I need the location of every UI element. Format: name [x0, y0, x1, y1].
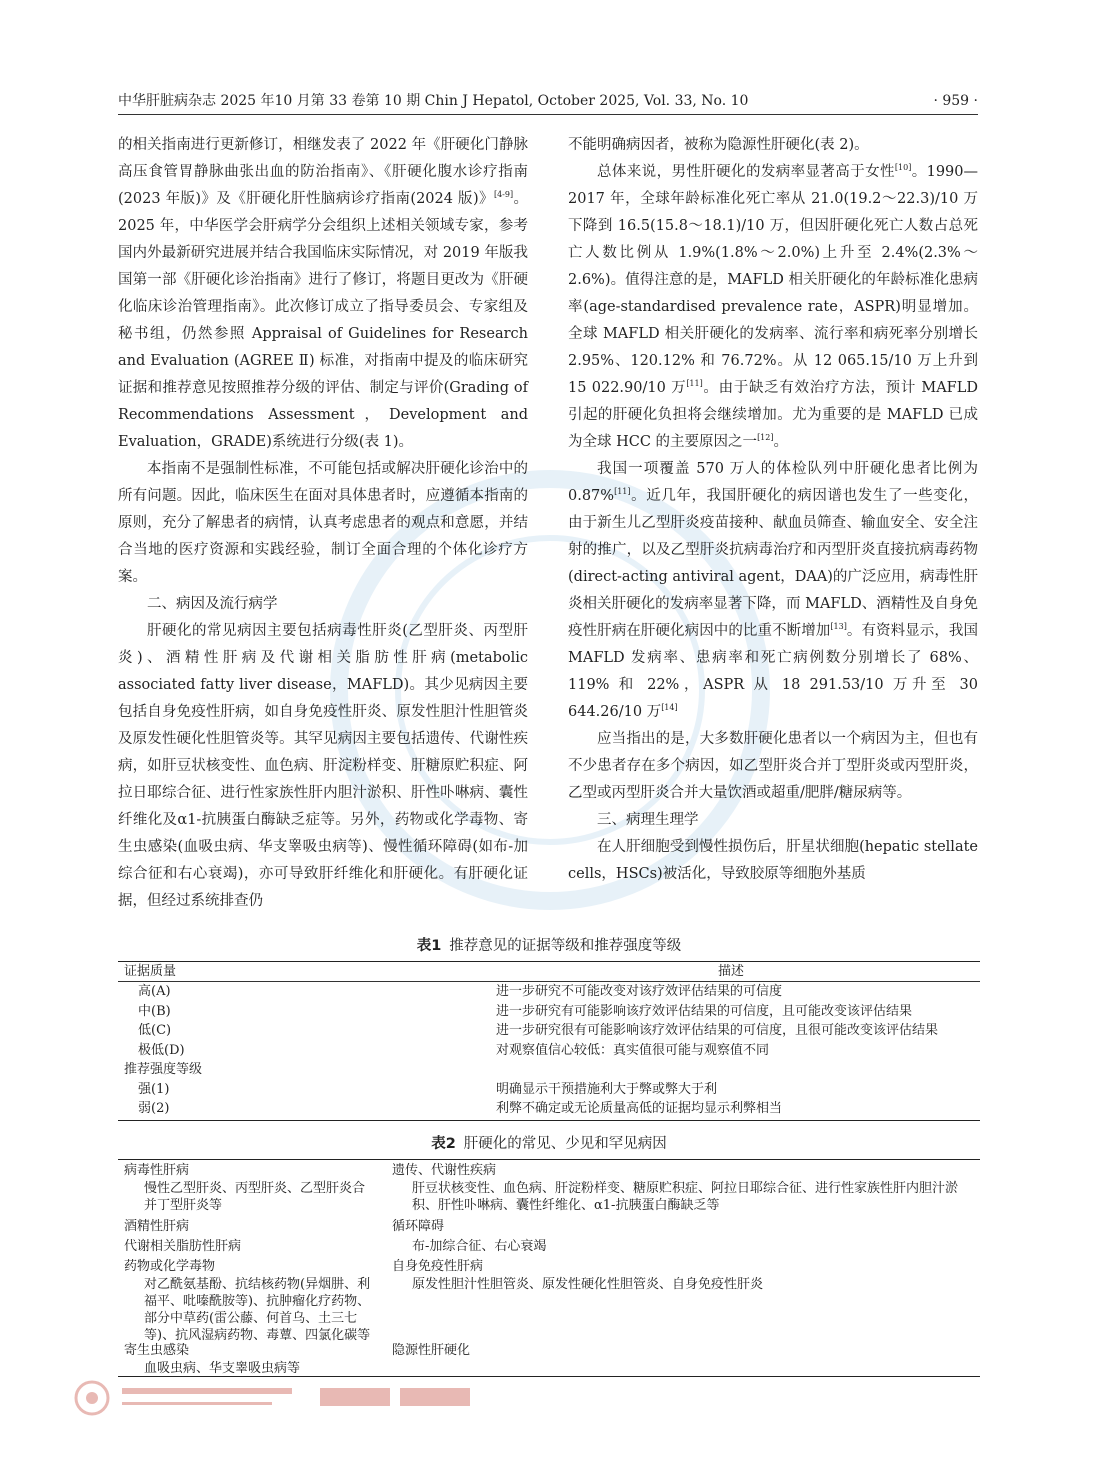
paragraph: 我国一项覆盖 570 万人的体检队列中肝硬化患者比例为 0.87%[11]。近几年，我国肝硬化的病因谱也发生了一些变化，由于新生儿乙型肝炎疫苗接种、献血员筛查、输血安全、安全注射的推广，以及乙型肝炎抗病毒治疗和丙型肝炎直接抗病毒药物(direct-acting antiviral agent，DAA)的广泛应用，病毒性肝炎相关肝硬化的发病率显著下降，而 MAFLD、酒精性及自身免疫性肝病在肝硬化病因中的比重不断增加[13]。有资料显示，我国 MAFLD 发病率、患病率和死亡病例数分别增长了 68%、119% 和 22%，ASPR 从 18 291.53/10 万升至 30 644.26/10 万[14]: [568, 461, 979, 720]
header-rule: [118, 114, 978, 115]
page-number: · 959 ·: [933, 93, 978, 109]
table-cell: 利弊不确定或无论质量高低的证据均显示利弊相当: [496, 1101, 783, 1116]
table-row: [118, 1021, 980, 1041]
right-text-column: [568, 132, 978, 888]
table2-cell: 慢性乙型肝炎、丙型肝炎、乙型肝炎合并丁型肝炎等: [144, 1181, 366, 1213]
table2-cell: 对乙酰氨基酚、抗结核药物(异烟肼、利福平、吡嗪酰胺等)、抗肿瘤化疗药物、部分中草药(雷公藤、何首乌、土三七等)、抗风湿病药物、毒蕈、四氯化碳等: [144, 1277, 371, 1343]
table2-label: 表2: [431, 1136, 456, 1152]
citation-ref: [12]: [757, 433, 774, 443]
left-text-column: [118, 132, 528, 915]
paragraph: 的相关指南进行更新修订，相继发表了 2022 年《肝硬化门静脉高压食管胃静脉曲张出血的防治指南》、《肝硬化腹水诊疗指南(2023 年版)》及《肝硬化肝性脑病诊疗指南(2024 版)》[4-9]。2025 年，中华医学会肝病学分会组织上述相关领域专家，参考国内外最新研究进展并结合我国临床实际情况，对 2019 年版我国第一部《肝硬化诊治指南》进行了修订，将题目更改为《肝硬化临床诊治管理指南》。此次修订成立了指导委员会、专家组及秘书组，仍然参照 Appraisal of Guidelines for Research and Evaluation (AGREE Ⅱ) 标准，对指南中提及的临床研究证据和推荐意见按照推荐分级的评估、制定与评价(Grading of Recommendations Assessment，Development and Evaluation，GRADE)系统进行分级(表 1)。: [118, 137, 529, 450]
table2-cell: 原发性胆汁性胆管炎、原发性硬化性胆管炎、自身免疫性肝炎: [412, 1277, 764, 1292]
paragraph: 肝硬化的常见病因主要包括病毒性肝炎(乙型肝炎、丙型肝炎)、酒精性肝病及代谢相关脂肪性肝病(metabolic associated fatty liver disease，MAFLD)。其少见病因主要包括自身免疫性肝病，如自身免疫性肝炎、原发性胆汁性胆管炎及原发性硬化性胆管炎等。其罕见病因主要包括遗传、代谢性疾病，如肝豆状核变性、血色病、肝淀粉样变、肝糖原贮积症、阿拉日耶综合征、进行性家族性肝内胆汁淤积、肝性卟啉病、囊性纤维化及α1-抗胰蛋白酶缺乏症等。另外，药物或化学毒物、寄生虫感染(血吸虫病、华支睾吸虫病等)、慢性循环障碍(如布-加综合征和右心衰竭)，亦可导致肝纤维化和肝硬化。有肝硬化证据，但经过系统排查仍: [118, 623, 528, 909]
table2-top-rule: [118, 1159, 980, 1160]
table2-cell: 自身免疫性肝病: [392, 1259, 484, 1274]
table-cell: 强(1): [138, 1081, 170, 1097]
table2-cell: 隐源性肝硬化: [392, 1343, 471, 1358]
table-row: [118, 1060, 980, 1080]
table-row: [118, 1080, 980, 1100]
table-cell: 极低(D): [138, 1042, 185, 1058]
table2-cell: 肝豆状核变性、血色病、肝淀粉样变、糖原贮积症、阿拉日耶综合征、进行性家族性肝内胆汁淤积、肝性卟啉病、囊性纤维化、α1-抗胰蛋白酶缺乏等: [412, 1181, 959, 1213]
table2-cell: 血吸虫病、华支睾吸虫病等: [144, 1361, 301, 1376]
table-row: [118, 1041, 980, 1061]
table-cell: 推荐强度等级: [124, 1062, 203, 1077]
table1-title: 推荐意见的证据等级和推荐强度等级: [449, 938, 682, 954]
table-row: [118, 982, 980, 1002]
table1-body: [118, 982, 980, 1119]
section-heading: 二、病因及流行病学: [147, 596, 278, 612]
running-header: [118, 90, 978, 112]
table-cell: 进一步研究有可能影响该疗效评估结果的可信度，且可能改变该评估结果: [496, 1003, 913, 1019]
citation-ref: [11]: [686, 379, 703, 389]
paragraph: 本指南不是强制性标准，不可能包括或解决肝硬化诊治中的所有问题。因此，临床医生在面对具体患者时，应遵循本指南的原则，充分了解患者的病情，认真考虑患者的观点和意愿，并结合当地的医疗资源和实践经验，制订全面合理的个体化诊疗方案。: [118, 461, 528, 585]
table-cell: 高(A): [138, 984, 171, 999]
citation-ref: [11]: [614, 487, 631, 497]
table-cell: 对观察值信心较低：真实值很可能与观察值不同: [496, 1042, 770, 1058]
table1-label: 表1: [416, 938, 442, 954]
table1-caption: [118, 936, 980, 956]
table-cell: 弱(2): [138, 1101, 170, 1116]
table2-caption: [118, 1134, 980, 1154]
table2-title: 肝硬化的常见、少见和罕见病因: [463, 1136, 667, 1152]
citation-ref: [4-9]: [493, 190, 514, 200]
table-cell: 进一步研究不可能改变对该疗效评估结果的可信度: [496, 984, 783, 999]
table2-bottom-rule: [118, 1376, 980, 1377]
citation-ref: [10]: [894, 163, 912, 173]
table-cell: 明确显示干预措施利大于弊或弊大于利: [496, 1081, 718, 1097]
citation-ref: [13]: [830, 622, 847, 632]
table2-cell: 遗传、代谢性疾病: [392, 1163, 497, 1178]
paragraph: 应当指出的是，大多数肝硬化患者以一个病因为主，但也有不少患者存在多个病因，如乙型肝炎合并丁型肝炎或丙型肝炎，乙型或丙型肝炎合并大量饮酒或超重/肥胖/糖尿病等。: [568, 731, 978, 801]
table1-header-cell: 证据质量: [124, 964, 177, 979]
journal-citation: 中华肝脏病杂志 2025 年10 月第 33 卷第 10 期 Chin J Hepatol, October 2025, Vol. 33, No. 10: [118, 93, 749, 109]
table2-cell: 寄生虫感染: [124, 1343, 190, 1358]
paragraph: 不能明确病因者，被称为隐源性肝硬化(表 2)。: [568, 137, 869, 153]
paragraph: 总体来说，男性肝硬化的发病率显著高于女性[10]。1990—2017 年，全球年龄标准化死亡率从 21.0(19.2～22.3)/10 万下降到 16.5(15.8～18.1)/10 万，但因肝硬化死亡人数占总死亡人数比例从 1.9%(1.8%～2.0%)上升至 2.4%(2.3%～2.6%)。值得注意的是，MAFLD 相关肝硬化的年龄标准化患病率(age-standardised prevalence rate，ASPR)明显增加。全球 MAFLD 相关肝硬化的发病率、流行率和病死率分别增长 2.95%、120.12% 和 76.72%。从 12 065.15/10 万上升到 15 022.90/10 万[11]。由于缺乏有效治疗方法，预计 MAFLD 引起的肝硬化负担将会继续增加。尤为重要的是 MAFLD 已成为全球 HCC 的主要原因之一[12]。: [568, 163, 979, 450]
table-cell: 低(C): [138, 1023, 172, 1038]
table-cell: 进一步研究很有可能影响该疗效评估结果的可信度，且很可能改变该评估结果: [496, 1023, 939, 1038]
table-cell: 中(B): [138, 1003, 171, 1019]
table-row: [118, 1002, 980, 1022]
paragraph: 在人肝细胞受到慢性损伤后，肝星状细胞(hepatic stellate cells，HSCs)被活化，导致胶原等细胞外基质: [568, 839, 978, 882]
table1-header-row: [118, 962, 980, 982]
table2-cell: 药物或化学毒物: [124, 1259, 216, 1274]
table1-bottom-rule: [118, 1120, 980, 1121]
citation-ref: [14]: [661, 703, 678, 713]
table2-cell: 酒精性肝病: [124, 1219, 190, 1234]
table1: [118, 962, 980, 982]
table-row: [118, 1099, 980, 1119]
publisher-logo: [70, 1378, 490, 1418]
section-heading: 三、病理生理学: [597, 812, 699, 828]
table2-cell: 病毒性肝病: [124, 1163, 190, 1178]
table1-header-cell: 描述: [718, 964, 745, 979]
table2-cell: 循环障碍: [392, 1219, 445, 1234]
table2-cell: 代谢相关脂肪性肝病: [124, 1239, 242, 1254]
table2-cell: 布-加综合征、右心衰竭: [412, 1239, 547, 1254]
